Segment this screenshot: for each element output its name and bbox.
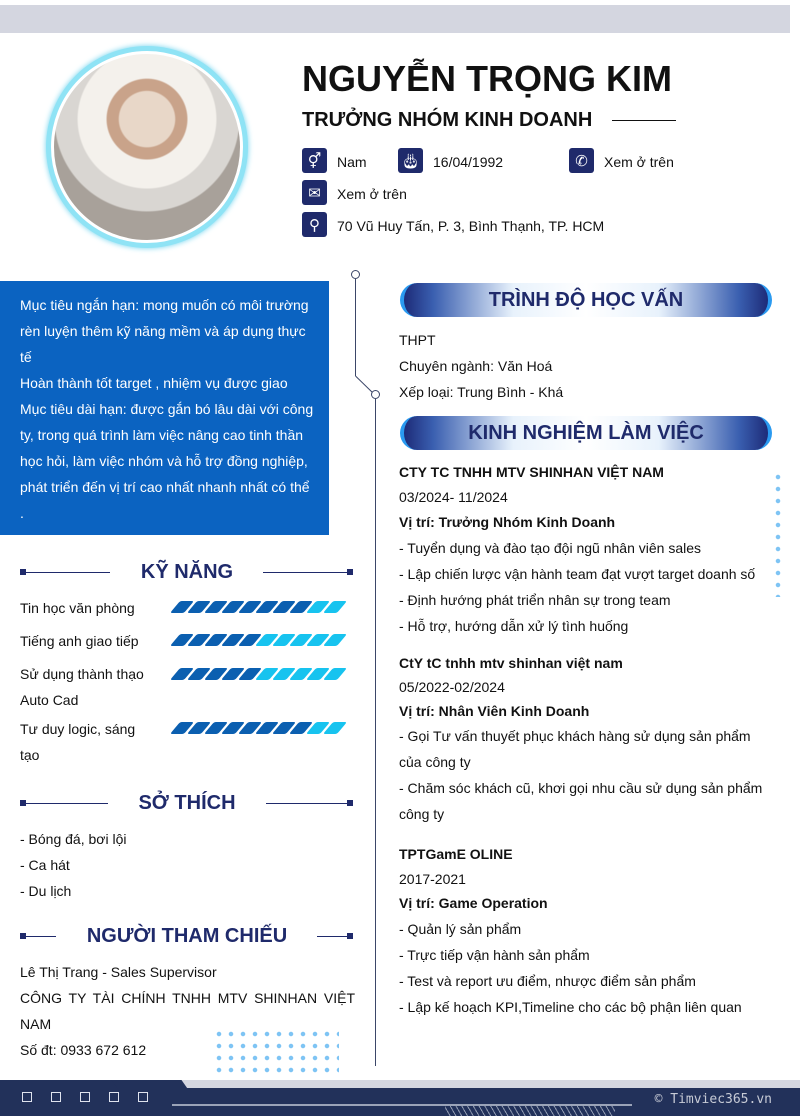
task: - Tuyển dụng và đào tạo đội ngũ nhân viên sales	[399, 540, 701, 556]
hobby-item: - Ca hát	[20, 857, 70, 873]
location-icon: ⚲	[302, 212, 327, 237]
reference-line: CÔNG TY TÀI CHÍNH TNHH MTV SHINHAN VIỆT NAM	[20, 990, 355, 1032]
task: - Chăm sóc khách cũ, khơi gọi nhu cầu sử dụng sản phẩm công ty	[399, 780, 763, 822]
task: - Lập chiến lược vận hành team đạt vượt target doanh số	[399, 566, 756, 582]
references-heading: NGƯỜI THAM CHIẾU	[86, 925, 288, 947]
company: CtY tC tnhh mtv shinhan việt nam	[399, 655, 623, 671]
task: - Lập kế hoạch KPI,Timeline cho các bộ phận liên quan	[399, 998, 742, 1015]
reference-line: Số đt: 0933 672 612	[20, 1042, 147, 1058]
company: TPTGamE OLINE	[399, 846, 513, 862]
skills-heading: KỸ NĂNG	[140, 561, 234, 583]
objective-line: Hoàn thành tốt target , nhiệm vụ được giao	[20, 375, 288, 391]
experience-heading: KINH NGHIỆM LÀM VIỆC	[400, 416, 772, 450]
task: - Gọi Tư vấn thuyết phục khách hàng sử dụng sản phẩm của công ty	[399, 728, 751, 770]
phone-text: Xem ở trên	[604, 154, 674, 170]
reference-line: Lê Thị Trang - Sales Supervisor	[20, 964, 217, 980]
skill-rating	[175, 634, 342, 646]
timeline-dot	[351, 270, 360, 279]
copyright: © Timviec365.vn	[654, 1092, 772, 1107]
divider	[612, 120, 676, 121]
education-line: Chuyên ngành: Văn Hoá	[399, 358, 553, 374]
hobby-list	[20, 826, 355, 904]
timeline-line	[355, 279, 356, 376]
skill-name: Tin học văn phòng	[20, 600, 135, 616]
career-objective	[0, 281, 329, 535]
skill-rating	[175, 601, 342, 613]
task: - Định hướng phát triển nhân sự trong team	[399, 592, 671, 608]
company: CTY TC TNHH MTV SHINHAN VIỆT NAM	[399, 464, 664, 480]
hobby-item: - Bóng đá, bơi lội	[20, 831, 127, 847]
dot-pattern	[772, 471, 786, 597]
gender-icon: ⚥	[302, 148, 327, 173]
task: - Test và report ưu điểm, nhược điểm sản phẩm	[399, 972, 696, 989]
candidate-position: TRƯỞNG NHÓM KINH DOANH	[302, 109, 593, 131]
job-entry	[399, 651, 774, 827]
role: Vị trí: Nhân Viên Kinh Doanh	[399, 703, 590, 719]
period: 05/2022-02/2024	[399, 679, 505, 695]
avatar	[46, 46, 248, 248]
skill-rating	[175, 668, 342, 680]
email-text: Xem ở trên	[337, 186, 407, 202]
skill-name: Tiếng anh giao tiếp	[20, 633, 139, 649]
footer-squares	[22, 1092, 148, 1102]
education-info	[399, 327, 774, 405]
gender-text: Nam	[337, 154, 367, 170]
education-line: THPT	[399, 332, 436, 348]
job-entry	[399, 460, 774, 639]
hobbies-heading: SỞ THÍCH	[138, 792, 236, 814]
period: 03/2024- 11/2024	[399, 489, 508, 505]
role: Vị trí: Trưởng Nhóm Kinh Doanh	[399, 514, 616, 530]
timeline-dot	[371, 390, 380, 399]
education-heading: TRÌNH ĐỘ HỌC VẤN	[400, 283, 772, 317]
birthday-cake-icon: 🎂︎	[398, 148, 423, 173]
footer-band	[170, 1080, 800, 1088]
skill-rating	[175, 722, 342, 734]
email-icon: ✉	[302, 180, 327, 205]
task: - Trực tiếp vận hành sản phẩm	[399, 946, 590, 963]
period: 2017-2021	[399, 870, 466, 887]
hobby-item: - Du lịch	[20, 883, 72, 899]
top-bar	[0, 5, 790, 33]
dot-pattern	[213, 1028, 339, 1076]
timeline-line	[375, 399, 376, 1066]
task: - Quản lý sản phẩm	[399, 920, 522, 937]
skill-name: Sử dụng thành thạo Auto Cad	[20, 666, 144, 708]
objective-line: Mục tiêu dài hạn: được gắn bó lâu dài với công ty, trong quá trình làm việc nâng cao tinh thần học hỏi, làm việc nhóm và hỗ trợ đồng nghiệp, phát triển đến vị trí cao nhất nhanh nhất có thể .	[20, 401, 314, 521]
education-line: Xếp loại: Trung Bình - Khá	[399, 384, 564, 400]
task: - Hỗ trợ, hướng dẫn xử lý tình huống	[399, 618, 629, 634]
address-text: 70 Vũ Huy Tấn, P. 3, Bình Thạnh, TP. HCM	[337, 218, 605, 234]
birthday-text: 16/04/1992	[433, 154, 504, 170]
candidate-name: NGUYỄN TRỌNG KIM	[302, 58, 673, 99]
objective-line: Mục tiêu ngắn hạn: mong muốn có môi trường rèn luyện thêm kỹ năng mềm và áp dụng thực tế	[20, 297, 309, 365]
role: Vị trí: Game Operation	[399, 895, 548, 911]
job-entry	[399, 842, 774, 1020]
skill-name: Tư duy logic, sáng tạo	[20, 721, 136, 763]
phone-icon: ✆	[569, 148, 594, 173]
